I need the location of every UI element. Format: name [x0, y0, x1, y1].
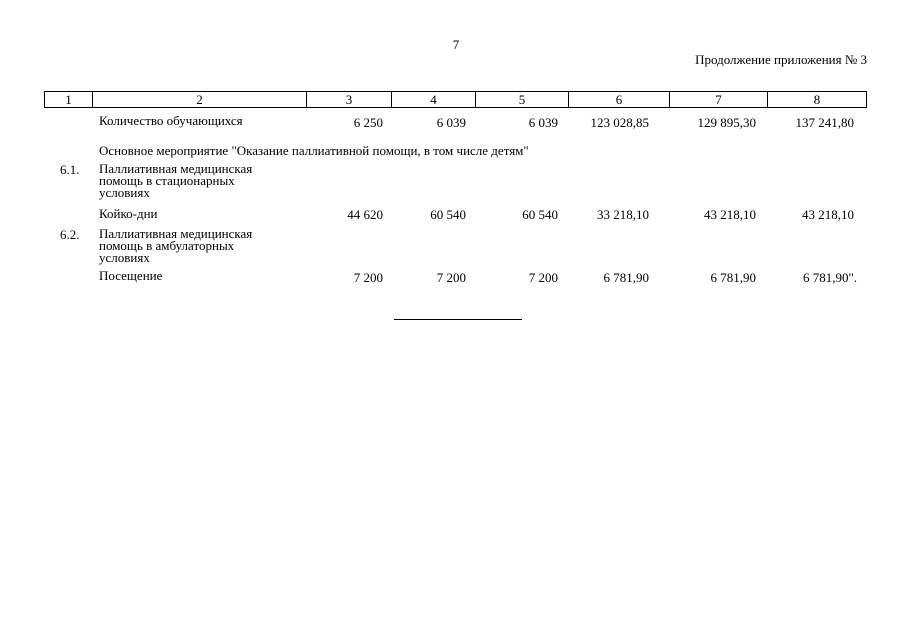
row-value: 33 218,10 — [597, 207, 649, 222]
column-header: 4 — [392, 92, 476, 108]
row-value: 123 028,85 — [590, 115, 649, 130]
row-name: Посещение — [99, 268, 163, 283]
row-value: 44 620 — [347, 207, 383, 222]
column-header: 2 — [93, 92, 307, 108]
row-value: 129 895,30 — [697, 115, 756, 130]
end-rule — [394, 319, 522, 320]
row-value: 6 039 — [528, 115, 558, 130]
column-header: 5 — [476, 92, 569, 108]
row-number: 6.2. — [60, 227, 80, 242]
row-value: 43 218,10 — [704, 207, 756, 222]
row-value: 43 218,10 — [802, 207, 854, 222]
row-name: Паллиативная медицинская помощь в амбулаторных условиях — [99, 226, 253, 265]
row-value: 6 781,90". — [802, 270, 857, 285]
row-value: 60 540 — [522, 207, 558, 222]
column-header-row — [45, 92, 867, 108]
row-value: 7 200 — [528, 270, 558, 285]
column-header: 7 — [670, 92, 768, 108]
section-heading: Основное мероприятие "Оказание паллиативной помощи, в том числе детям" — [99, 143, 529, 158]
row-value: 6 781,90 — [603, 270, 649, 285]
page-number: 7 — [452, 37, 460, 52]
row-value: 60 540 — [430, 207, 466, 222]
column-header: 8 — [768, 92, 867, 108]
row-value: 6 039 — [436, 115, 466, 130]
row-number: 6.1. — [60, 162, 80, 177]
row-value: 137 241,80 — [795, 115, 854, 130]
row-value: 6 781,90 — [710, 270, 756, 285]
column-header: 6 — [569, 92, 670, 108]
column-header-table — [44, 91, 867, 108]
row-value: 7 200 — [436, 270, 466, 285]
column-header: 1 — [45, 92, 93, 108]
row-name: Паллиативная медицинская помощь в стационарных условиях — [99, 161, 253, 200]
column-header: 3 — [307, 92, 392, 108]
row-value: 6 250 — [353, 115, 383, 130]
continuation-label: Продолжение приложения № 3 — [695, 52, 867, 67]
row-name: Количество обучающихся — [99, 113, 243, 128]
row-name: Койко-дни — [99, 206, 158, 221]
row-value: 7 200 — [353, 270, 383, 285]
